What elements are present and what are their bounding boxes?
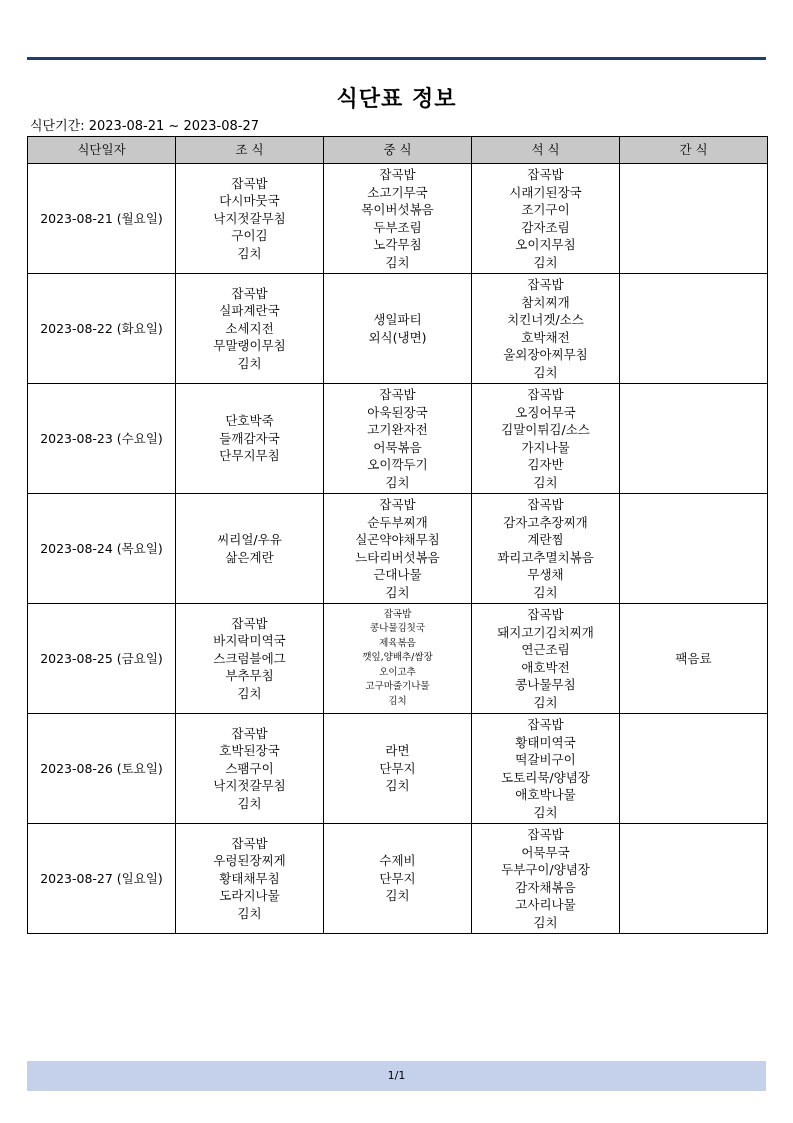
menu-item: 김치 [533,914,558,930]
menu-item: 우렁된장찌게 [213,853,286,869]
menu-item: 잡곡밥 [231,615,268,631]
date-cell: 2023-08-23 (수요일) [28,384,176,494]
menu-item: 김자반 [527,457,564,472]
menu-item: 라면 [385,743,410,759]
menu-item: 잡곡밥 [527,277,564,292]
menu-item: 김치 [533,254,558,270]
menu-item: 소세지전 [225,320,274,336]
menu-item: 조기구이 [521,202,570,217]
menu-item: 김치 [385,778,410,794]
column-header-dinner: 석 식 [472,137,620,164]
menu-item: 부추무침 [225,668,274,684]
menu-item: 황태채무침 [219,870,280,886]
menu-item: 김치 [385,584,410,600]
menu-item: 잡곡밥 [231,175,268,191]
menu-item: 스팸구이 [225,760,274,776]
top-rule [27,57,766,60]
menu-item: 김말이튀김/소스 [501,422,590,437]
menu-item: 구이김 [231,228,268,244]
dinner-cell [472,164,620,274]
menu-item: 김치 [533,804,558,820]
menu-item: 바지락미역국 [213,633,286,649]
menu-item: 잡곡밥 [231,835,268,851]
menu-item: 아욱된장국 [367,404,428,420]
menu-item: 고구마줄기나물 [365,681,430,693]
menu-item: 무말랭이무침 [213,338,286,354]
menu-item: 오이깍두기 [367,457,428,472]
lunch-cell [324,164,472,274]
menu-item: 낙지젓갈무침 [213,210,286,226]
snack-cell [620,824,768,934]
table-row [28,714,768,824]
menu-item: 호박된장국 [219,743,280,759]
breakfast-cell [176,604,324,714]
meal-table [27,136,768,934]
table-body [28,164,768,934]
menu-item: 가지나물 [521,439,570,455]
snack-cell [620,274,768,384]
menu-item: 목이버섯볶음 [361,202,434,217]
menu-item: 스크럼블에그 [213,650,286,666]
menu-item: 외식(냉면) [368,329,427,345]
menu-item: 제육볶음 [379,637,416,649]
menu-item: 고기완자전 [367,422,428,437]
menu-item: 잡곡밥 [379,167,416,182]
column-header-date: 식단일자 [28,137,176,164]
menu-item: 감자채볶음 [515,879,576,895]
snack-cell [620,164,768,274]
menu-item: 단무지 [379,760,416,776]
snack-cell [620,384,768,494]
menu-item: 연근조림 [521,642,570,657]
snack-cell [620,714,768,824]
menu-item: 잡곡밥 [231,285,268,301]
snack-cell [620,494,768,604]
date-cell: 2023-08-24 (목요일) [28,494,176,604]
menu-item: 실곤약야채무침 [355,532,440,547]
breakfast-cell [176,824,324,934]
breakfast-cell [176,494,324,604]
menu-item: 감자조림 [521,219,570,235]
lunch-cell [324,714,472,824]
table-row [28,274,768,384]
menu-item: 김치 [237,355,262,371]
menu-item: 황태미역국 [515,734,576,750]
menu-item: 실파계란국 [219,303,280,319]
table-row [28,824,768,934]
lunch-cell [324,604,472,714]
lunch-cell [324,384,472,494]
column-header-lunch: 중 식 [324,137,472,164]
date-cell: 2023-08-25 (금요일) [28,604,176,714]
menu-item: 잡곡밥 [379,497,416,512]
menu-item: 깻잎,양배추/쌈장 [362,652,433,664]
dinner-cell [472,604,620,714]
date-cell: 2023-08-21 (월요일) [28,164,176,274]
menu-item: 잡곡밥 [527,497,564,512]
menu-item: 잡곡밥 [527,387,564,402]
table-header-row [28,137,768,164]
table-row [28,604,768,714]
menu-item: 두부조림 [373,219,422,235]
table-row [28,494,768,604]
menu-item: 시래기된장국 [509,184,582,200]
menu-item: 참치찌개 [521,294,570,310]
menu-item: 김치 [385,254,410,270]
menu-item: 김치 [533,474,558,490]
table-row [28,164,768,274]
menu-item: 노각무침 [373,237,422,252]
menu-item: 잡곡밥 [527,827,564,842]
menu-item: 김치 [237,245,262,261]
menu-item: 돼지고기김치찌개 [497,624,594,640]
menu-item: 김치 [533,584,558,600]
menu-item: 잡곡밥 [527,167,564,182]
menu-item: 잡곡밥 [527,717,564,732]
menu-item: 김치 [385,474,410,490]
date-cell: 2023-08-22 (화요일) [28,274,176,384]
menu-item: 느타리버섯볶음 [355,549,440,565]
menu-item: 두부구이/양념장 [501,862,590,877]
menu-item: 김치 [385,888,410,904]
menu-item: 콩나물김칫국 [369,623,426,635]
lunch-cell [324,494,472,604]
menu-item: 오이지무침 [515,237,576,252]
menu-item: 김치 [237,795,262,811]
dinner-cell [472,384,620,494]
menu-item: 어묵볶음 [373,439,422,455]
menu-item: 호박채전 [521,329,570,345]
menu-item: 씨리얼/우유 [217,532,282,547]
menu-item: 근대나물 [373,567,422,582]
menu-item: 소고기무국 [367,184,428,200]
menu-item: 고사리나물 [515,897,576,912]
lunch-cell [324,274,472,384]
breakfast-cell [176,164,324,274]
page-footer [27,1061,766,1091]
menu-item: 김치 [533,694,558,710]
menu-item: 낙지젓갈무침 [213,778,286,794]
menu-item: 오이고추 [379,666,416,678]
meal-period: 식단기간: 2023-08-21 ~ 2023-08-27 [30,119,260,134]
menu-item: 단무지무침 [219,448,280,464]
menu-item: 순두부찌개 [367,514,428,530]
menu-item: 계란찜 [527,532,564,547]
menu-item: 김치 [237,685,262,701]
lunch-cell [324,824,472,934]
menu-item: 떡갈비구이 [515,752,576,767]
menu-item: 잡곡밥 [527,607,564,622]
menu-item: 도라지나물 [219,888,280,904]
column-header-snack: 간 식 [620,137,768,164]
menu-item: 김치 [388,695,407,707]
menu-item: 애호박전 [521,659,570,675]
menu-item: 들깨감자국 [219,430,280,446]
menu-item: 콩나물무침 [515,677,576,692]
menu-item: 애호박나물 [515,787,576,802]
menu-item: 잡곡밥 [379,387,416,402]
menu-item: 수제비 [379,853,416,869]
breakfast-cell [176,384,324,494]
menu-item: 김치 [237,905,262,921]
menu-item: 오징어무국 [515,404,576,420]
menu-item: 감자고추장찌개 [503,514,588,530]
menu-item: 무생채 [527,567,564,582]
date-cell: 2023-08-27 (일요일) [28,824,176,934]
menu-item: 잡곡밥 [383,608,412,620]
breakfast-cell [176,714,324,824]
menu-item: 생일파티 [373,312,422,327]
menu-item: 치킨너겟/소스 [507,312,584,327]
dinner-cell [472,274,620,384]
menu-item: 울외장아찌무침 [503,347,588,362]
menu-item: 김치 [533,364,558,380]
menu-item: 삶은계란 [225,549,274,565]
dinner-cell [472,824,620,934]
menu-item: 단호박죽 [225,413,274,429]
page-title: 식단표 정보 [336,87,457,112]
dinner-cell [472,714,620,824]
menu-item: 도토리묵/양념장 [501,769,590,785]
table-row [28,384,768,494]
menu-item: 어묵무국 [521,844,570,860]
menu-item: 다시마뭇국 [219,193,280,209]
menu-item: 단무지 [379,870,416,886]
page-number: 1/1 [387,1069,406,1082]
date-cell: 2023-08-26 (토요일) [28,714,176,824]
menu-item: 꽈리고추멸치볶음 [497,549,594,565]
dinner-cell [472,494,620,604]
menu-item: 잡곡밥 [231,725,268,741]
menu-item: 팩음료 [675,650,712,666]
column-header-breakfast: 조 식 [176,137,324,164]
snack-cell [620,604,768,714]
breakfast-cell [176,274,324,384]
